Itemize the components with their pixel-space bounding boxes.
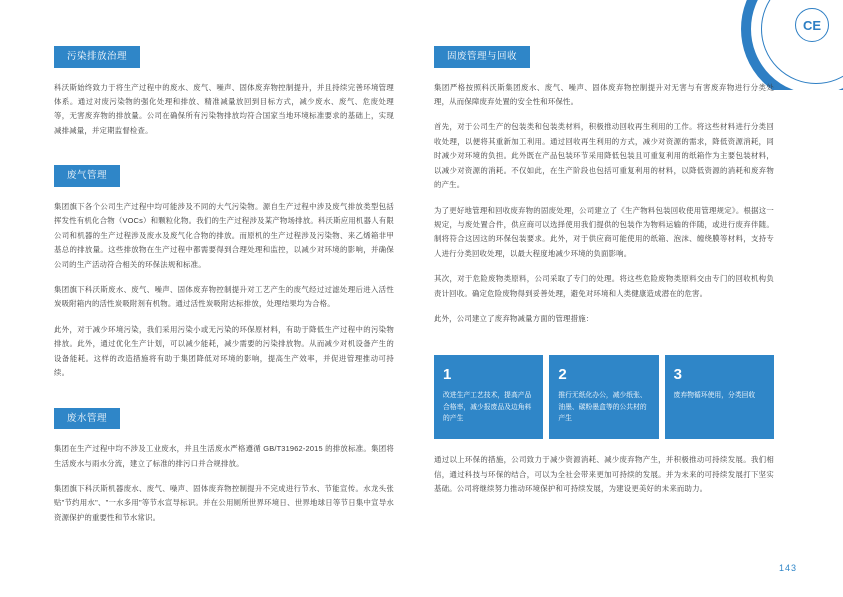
- paragraph: 集团在生产过程中均不涉及工业废水，并且生活废水严格遵循 GB/T31962-2015 的排放标准。集团将生活废水与雨水分流，建立了标准的排污口并合规排放。: [54, 444, 394, 468]
- paragraph: 此外，对于减少环境污染，我们采用污染小或无污染的环保原材料，有助于降低生产过程中的污染物排放。此外，通过优化生产计划，可以减少能耗，减少需要的污染排放物。从而减少对机设备产生的设备能耗。这样的改造措施将有助于集团降低对环境的影响，提高生产效率，并促进管理推动可持续。: [54, 324, 394, 378]
- paragraph: 集团旗下科沃斯机器废水、废气、噪声、固体废弃物控制提升不完成进行节水、节能宣传。水龙头张贴"节约用水"、"一水多用"等节水宣导标识。并在公用厕所世界环境日、世界地球日等节日集中宣导水资源保护的重要性和节水常识。: [54, 483, 394, 522]
- section-heading-waste-gas: 废气管理: [54, 165, 120, 187]
- paragraph: 此外，公司建立了废弃物减量方面的管理措施：: [434, 314, 594, 324]
- measure-card-number: 3: [673, 365, 682, 383]
- paragraph: 为了更好地管理和回收废弃物的固废处理，公司建立了《生产物料包装回收使用管理规定》。根据这一规定，与废处置合件，供应商可以选择使用我们提供的包装作为物料运输的伴随，或进行废弃伴随。制将符合这因这的环保包装要求。此外，对于供应商可能使用的纸箱、泡沫、缠绕膜等材料，支持专人进行分类回收处理，以最大程度地减少环境的负面影响。: [434, 205, 774, 258]
- ce-badge-label: CE: [802, 17, 822, 33]
- page-number: 143: [778, 563, 797, 573]
- paragraph: 集团旗下各个公司生产过程中均可能涉及不同的大气污染物。源自生产过程中涉及废气排放类型包括挥发性有机化合物（VOCs）和颗粒化物。我们的生产过程涉及某产物场排放。科沃斯应用机器人有限公司和机器的生产过程涉及废水及废气化合物的排放。而原机的生产过程涉及污染物、来乙烯箱非甲基总的排放量。这些排放物在生产过程中都需要得到合理处理和监控，以减少对环境的影响，并确保公司的生产活动符合相关的环保法规和标准。: [54, 201, 394, 269]
- paragraph: 首先，对于公司生产的包装类和包装类材料，积极推动回收再生利用的工作。将这些材料进行分类回收处理，以便将其重新加工利用。通过回收再生利用的方式，减少对资源的需求，降低资源消耗，同时减少对环境的负担。此外既在产品包装环节采用降低包装且可重复利用的纸箱作为主要包装材料，以减少对资源的消耗。不仅如此，在生产阶段也包括可重复利用的材料，以降低资源的消耗和废弃物的产生。: [434, 122, 774, 190]
- left-column: [54, 46, 394, 557]
- section-heading-pollution-control: 污染排放治理: [54, 46, 140, 68]
- paragraph: 集团严格按照科沃斯集团废水、废气、噪声、固体废弃物控制提升对无害与有害废弃物进行分类处理，从而保障废弃处置的安全性和环保性。: [434, 82, 774, 106]
- paragraph: 其次，对于危险废物类原料，公司采取了专门的处理。将这些危险废物类原料交由专门的回收机构负责计回收。确定危险废物得到妥善处理，避免对环境和人类健康造成潜在的危害。: [434, 274, 774, 298]
- paragraph: 集团旗下科沃斯废水、废气、噪声、固体废弃物控制提升对工艺产生的废气经过过滤处理后进入活性炭吸附箱内的活性炭吸附剂有机物。通过活性炭吸附达标排放，处理结果均为合格。: [54, 284, 394, 309]
- measure-card-number: 1: [443, 365, 452, 383]
- measure-card-text: 改进生产工艺技术，提高产品合格率，减少报废品及边角料的产生: [443, 391, 532, 423]
- waste-reduction-measure-cards: [434, 355, 774, 440]
- paragraph: 科沃斯始终致力于将生产过程中的废水、废气、噪声、固体废弃物控制提升，并且持续完善环境管理体系。通过对废污染物的强化处理和排放、精准减量放回到目标方式，减少废水、废气、危废处理等，无害废弃物的排放量。公司在确保所有污染物排放均符合国家当地环境标准要求的基础上，实现减排减量，并定期监督检查。: [54, 82, 394, 135]
- measure-card: [549, 355, 658, 440]
- measure-card-number: 2: [558, 365, 567, 383]
- section-heading-waste-water: 废水管理: [54, 408, 120, 430]
- right-column: [434, 46, 774, 557]
- section-heading-solid-waste: 固废管理与回收: [434, 46, 530, 68]
- paragraph: 通过以上环保的措施，公司致力于减少资源消耗、减少废弃物产生，并积极推动可持续发展。我们相信，通过科技与环保的结合，可以为全社会带来更加可持续的发展。并为未来的可持续发展打下坚实基础。公司将继续努力推动环境保护和可持续发展，为建设更美好的未来而助力。: [434, 455, 774, 494]
- measure-card-text: 废弃物循环使用，分类回收: [673, 391, 756, 399]
- measure-card: [434, 355, 543, 440]
- measure-card: [665, 355, 774, 440]
- measure-card-text: 推行无纸化办公，减少纸张、油墨、碳粉墨盒等的公共材的产生: [558, 391, 647, 423]
